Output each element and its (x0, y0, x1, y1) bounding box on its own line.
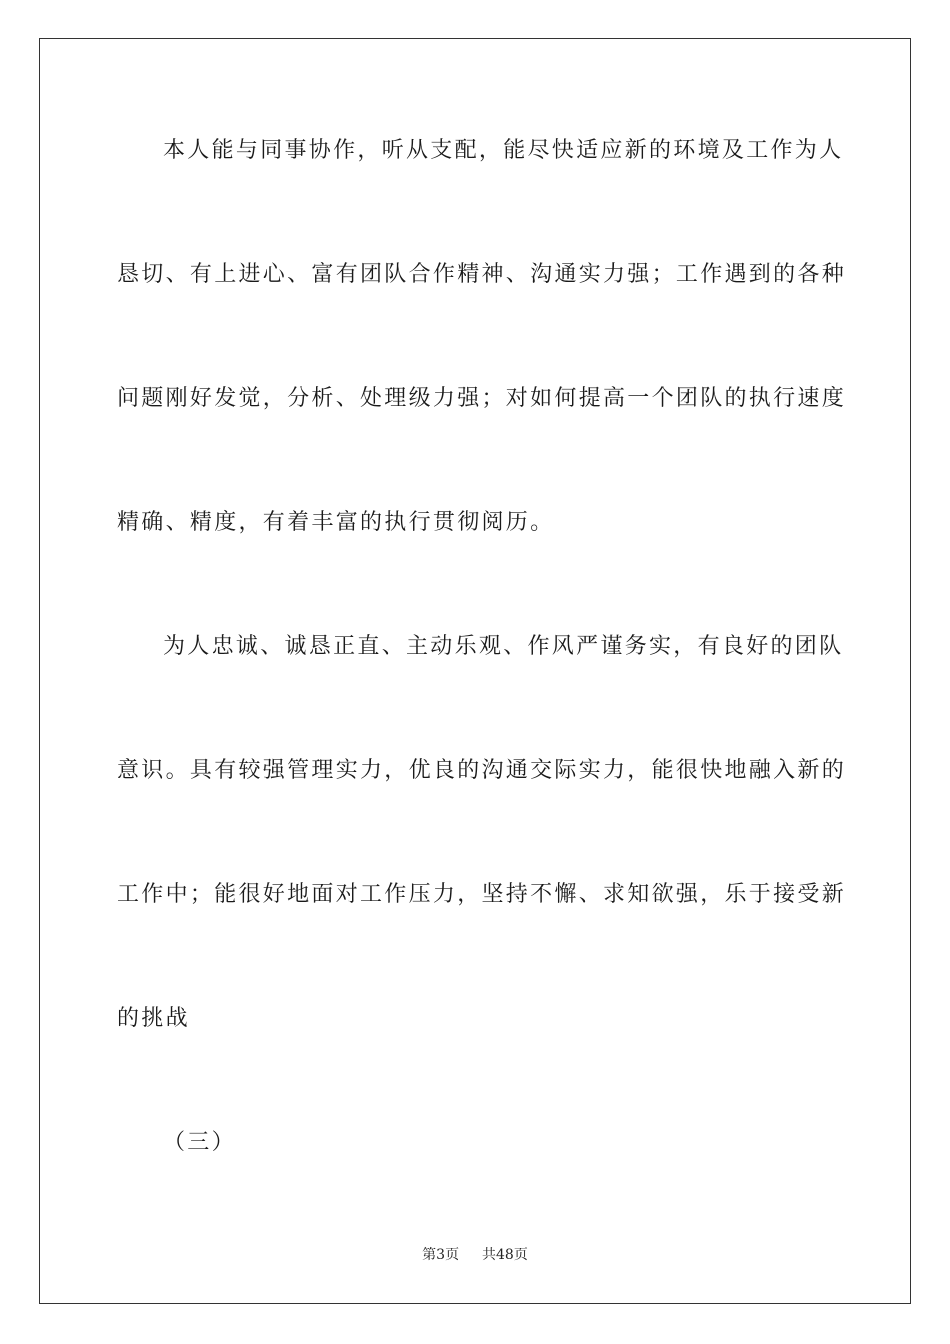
page-number-current: 第3页 (422, 1247, 460, 1263)
page-number-total: 共48页 (482, 1247, 528, 1263)
section-heading: （三） (163, 1130, 236, 1155)
paragraph-1-line-4: 精确、精度，有着丰富的执行贯彻阅历。 (117, 510, 555, 535)
page-footer (0, 1246, 950, 1264)
page-border (39, 38, 911, 1304)
paragraph-1-line-2: 恳切、有上进心、富有团队合作精神、沟通实力强；工作遇到的各种 (117, 262, 847, 287)
paragraph-2-line-2: 意识。具有较强管理实力，优良的沟通交际实力，能很快地融入新的 (117, 758, 847, 783)
paragraph-2-line-1: 为人忠诚、诚恳正直、主动乐观、作风严谨务实，有良好的团队 (163, 634, 844, 659)
paragraph-1-line-1: 本人能与同事协作，听从支配，能尽快适应新的环境及工作为人 (163, 138, 844, 163)
paragraph-1-line-3: 问题刚好发觉，分析、处理级力强；对如何提高一个团队的执行速度 (117, 386, 847, 411)
paragraph-2-line-4: 的挑战 (117, 1006, 190, 1031)
paragraph-2-line-3: 工作中；能很好地面对工作压力，坚持不懈、求知欲强，乐于接受新 (117, 882, 847, 907)
